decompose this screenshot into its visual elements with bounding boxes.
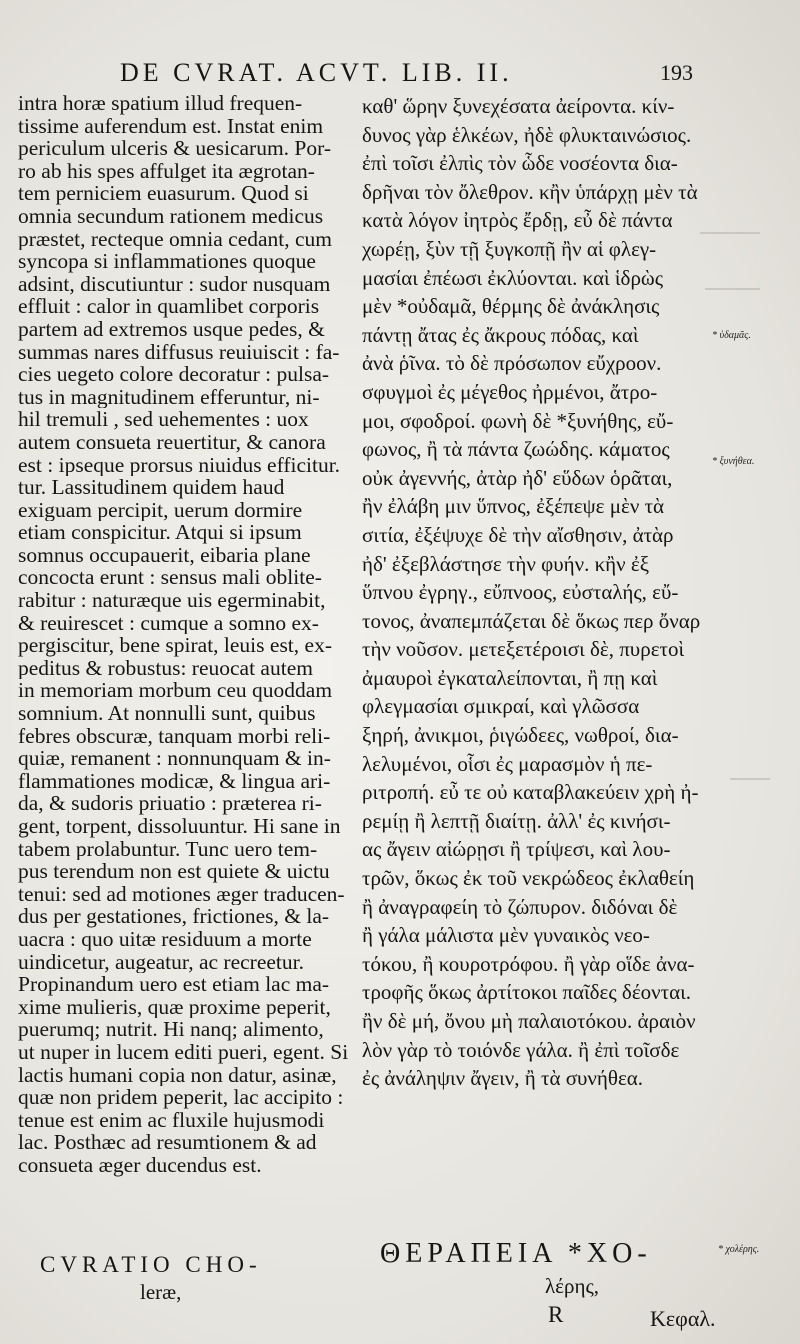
text-line: autem consueta reuertitur, & canora: [18, 430, 326, 454]
text-line: partem ad extremos usque pedes, &: [18, 317, 325, 341]
text-line: uindicetur, augeatur, ac recreetur.: [18, 950, 304, 974]
bleed-through-mark: [705, 288, 760, 290]
text-line: πάντῃ ἄτας ἐς ἄκρους πόδας, καὶ: [362, 322, 639, 347]
text-line: omnia secundum rationem medicus: [18, 204, 324, 228]
bleed-through-mark: [700, 232, 760, 234]
text-line: χωρέῃ, ξὺν τῇ ξυγκοπῇ ἢν αἱ φλεγ-: [362, 236, 657, 261]
text-line: λελυμένοι, οἷσι ἐς μαρασμὸν ἡ πε-: [362, 751, 653, 776]
text-line: ἐς ἀνάληψιν ἄγειν, ἢ τὰ συνήθεα.: [362, 1066, 644, 1091]
text-line: pergiscitur, bene spirat, leuis est, ex-: [18, 634, 332, 657]
text-line: δρῆναι τὸν ὄλεθρον. κἢν ὑπάρχῃ μὲν τὰ: [362, 179, 698, 204]
text-line: gent, torpent, dissoluuntur. Hi sane in: [18, 815, 341, 838]
text-line: exiguam percipit, uerum dormire: [18, 498, 303, 522]
section-heading-greek: ΘΕΡΑΠΕΙΑ *ΧΟ-: [380, 1238, 652, 1269]
text-line: præstet, recteque omnia cedant, cum: [18, 227, 333, 251]
text-line: τὴν νοῦσον. μετεξετέροισι δὲ, πυρετοὶ: [362, 637, 685, 662]
page-number: 193: [660, 60, 693, 85]
text-line: dus per gestationes, frictiones, & la-: [18, 905, 330, 928]
text-line: concocta erunt : sensus mali oblite-: [18, 566, 322, 590]
section-heading-latin-cont: leræ,: [140, 1280, 182, 1304]
text-line: ξηρή, ἀνικμοι, ῥιγώδεες, νωθροί, δια-: [362, 723, 679, 748]
signature-mark: R: [548, 1302, 564, 1327]
text-line: ριτροπή. εὖ τε οὐ καταβλακεύειν χρὴ ἠ-: [362, 780, 699, 805]
text-line: peditus & robustus: reuocat autem: [18, 656, 313, 680]
text-line: tem perniciem euasurum. Quod si: [18, 182, 309, 205]
text-line: uacra : quo uitæ residuum a morte: [18, 927, 312, 951]
text-line: ἢν ἐλάβη μιν ὕπνος, ἐξέπεψε μὲν τὰ: [362, 494, 665, 519]
margin-note: * ξυνήθεα.: [712, 456, 755, 467]
text-line: lactis humani copia non datur, asinæ,: [18, 1063, 337, 1087]
text-line: ἢ γάλα μάλιστα μὲν γυναικὸς νεο-: [362, 923, 650, 948]
text-line: μασίαι ἐπέωσι ἐκλύονται. καὶ ἱδρὼς: [362, 265, 664, 290]
text-line: da, & sudoris priuatio : præterea ri-: [18, 792, 322, 815]
text-line: xime mulieris, quæ proxime peperit,: [18, 995, 331, 1019]
text-line: τονος, ἀναπεμπάζεται δὲ ὅκως περ ὄναρ: [362, 608, 701, 633]
text-line: tur. Lassitudinem quidem haud: [18, 476, 285, 499]
bleed-through-mark: [730, 778, 770, 780]
text-line: ἠδ' ἐξεβλάστησε τὴν φυήν. κἢν ἐξ: [362, 551, 650, 576]
text-line: lac. Posthæc ad resumtionem & ad: [18, 1131, 317, 1154]
text-line: ut nuper in lucem editi pueri, egent. Si: [18, 1040, 349, 1064]
text-line: τόκου, ἢ κουροτρόφου. ἢ γὰρ οἵδε ἀνα-: [362, 951, 695, 976]
text-line: ro ab his spes affulget ita ægrotan-: [18, 159, 315, 183]
text-line: somnus occupauerit, eibaria plane: [18, 543, 311, 567]
text-line: ρεμίῃ ἢ λεπτῇ διαίτῃ. ἀλλ' ἐς κινήσι-: [362, 808, 671, 833]
text-line: ἢν δὲ μή, ὄνου μὴ παλαιοτόκου. ἀραιὸν: [362, 1009, 696, 1033]
latin-column: [18, 92, 353, 1177]
text-line: φωνος, ἢ τὰ πάντα ζωώδης. κάματος: [362, 437, 670, 462]
section-heading-latin: CVRATIO CHO-: [40, 1252, 262, 1277]
text-line: febres obscuræ, tanquam morbi reli-: [18, 724, 331, 748]
text-line: tus in magnitudinem efferuntur, ni-: [18, 385, 320, 409]
text-line: periculum ulceris & uesicarum. Por-: [18, 137, 332, 160]
text-line: flammationes modicæ, & lingua ari-: [18, 769, 331, 793]
margin-note: * ὑδαμᾶς.: [712, 330, 751, 341]
margin-note: * χολέρης.: [718, 1244, 760, 1255]
text-line: τροφῆς ὅκως ἀρτίτοκοι παῖδες δέονται.: [362, 980, 691, 1005]
text-line: ὕπνου ἐγρηγ., εὔπνοος, εὐσταλής, εὔ-: [362, 580, 679, 605]
text-line: etiam conspicitur. Atqui si ipsum: [18, 521, 302, 544]
text-line: & reuirescet : cumque a somno ex-: [18, 611, 319, 635]
text-line: tabem prolabuntur. Tunc uero tem-: [18, 837, 318, 861]
text-line: consueta æger ducendus est.: [18, 1153, 262, 1177]
text-line: quæ non pridem peperit, lac accipito :: [18, 1086, 344, 1109]
text-line: Propinandum uero est etiam lac ma-: [18, 973, 330, 996]
text-line: tissime auferendum est. Instat enim: [18, 114, 324, 138]
text-line: syncopa si inflammationes quoque: [18, 250, 316, 273]
text-line: μὲν *οὐδαμᾶ, θέρμης δὲ ἀνάκλησις: [362, 294, 660, 319]
text-line: κατὰ λόγον ἰητρὸς ἔρδῃ, εὖ δὲ πάντα: [362, 208, 673, 233]
text-line: in memoriam morbum ceu quoddam: [18, 679, 333, 703]
text-line: tenue est enim ac fluxile hujusmodi: [18, 1108, 325, 1132]
text-line: hil tremuli , sed uehementes : uox: [18, 408, 309, 431]
catchword: Κεφαλ.: [650, 1306, 716, 1331]
text-line: rabitur : naturæque uis egerminabit,: [18, 589, 326, 612]
section-heading-greek-cont: λέρης,: [545, 1274, 600, 1298]
text-line: τρῶν, ὅκως ἐκ τοῦ νεκρώδεος ἐκλαθείη: [362, 866, 695, 891]
text-line: σιτία, ἐξέψυχε δὲ τὴν αἴσθησιν, ἀτὰρ: [362, 522, 674, 547]
text-line: summas nares diffusus reuiuiscit : fa-: [18, 340, 340, 364]
text-line: μοι, σφοδροί. φωνὴ δὲ *ξυνήθης, εὔ-: [362, 408, 674, 433]
text-line: ας ἄγειν αἰώρῃσι ἢ τρίψεσι, καὶ λου-: [362, 837, 671, 862]
text-line: καθ' ὥρην ξυνεχέσατα ἀείροντα. κίν-: [362, 94, 675, 118]
text-line: φλεγμασίαι σμικραί, καὶ γλῶσσα: [362, 694, 640, 719]
text-line: λὸν γὰρ τὸ τοιόνδε γάλα. ἢ ἐπὶ τοῖσδε: [362, 1037, 680, 1062]
text-line: pus terendum non est quiete & uictu: [18, 860, 330, 883]
text-line: δυνος γὰρ ἑλκέων, ἠδὲ φλυκταινώσιος.: [362, 122, 692, 147]
running-header: [120, 58, 720, 92]
text-line: ἢ ἀναγραφείη τὸ ζώπυρον. διδόναι δὲ: [362, 894, 678, 919]
text-line: σφυγμοὶ ἐς μέγεθος ἠρμένοι, ἄτρο-: [362, 379, 658, 404]
greek-column: [362, 92, 717, 1093]
text-line: puerumq; nutrit. Hi nanq; alimento,: [18, 1018, 324, 1041]
text-line: ἐπὶ τοῖσι ἐλπὶς τὸν ὧδε νοσέοντα δια-: [362, 151, 678, 176]
text-line: ἀμαυροὶ ἐγκαταλείπονται, ἢ πῃ καὶ: [362, 665, 658, 690]
text-line: οὐκ ἀγεννής, ἀτὰρ ἠδ' εὕδων ὁρᾶται,: [362, 465, 673, 490]
text-line: ἀνὰ ῥῖνα. τὸ δὲ πρόσωπον εὔχροον.: [362, 351, 662, 376]
text-line: adsint, discutiuntur : sudor nusquam: [18, 272, 331, 296]
text-line: est : ipseque prorsus niuidus efficitur.: [18, 453, 341, 477]
text-line: cies uegeto colore decoratur : pulsa-: [18, 363, 330, 386]
running-title: DE CVRAT. ACVT. LIB. II.: [120, 58, 513, 87]
text-line: quiæ, remanent : nonnunquam & in-: [18, 747, 331, 770]
text-line: intra horæ spatium illud frequen-: [18, 92, 303, 115]
text-line: effluit : calor in quamlibet corporis: [18, 295, 320, 318]
text-line: tenui: sed ad motiones æger traducen-: [18, 882, 345, 906]
text-line: somnium. At nonnulli sunt, quibus: [18, 702, 316, 725]
